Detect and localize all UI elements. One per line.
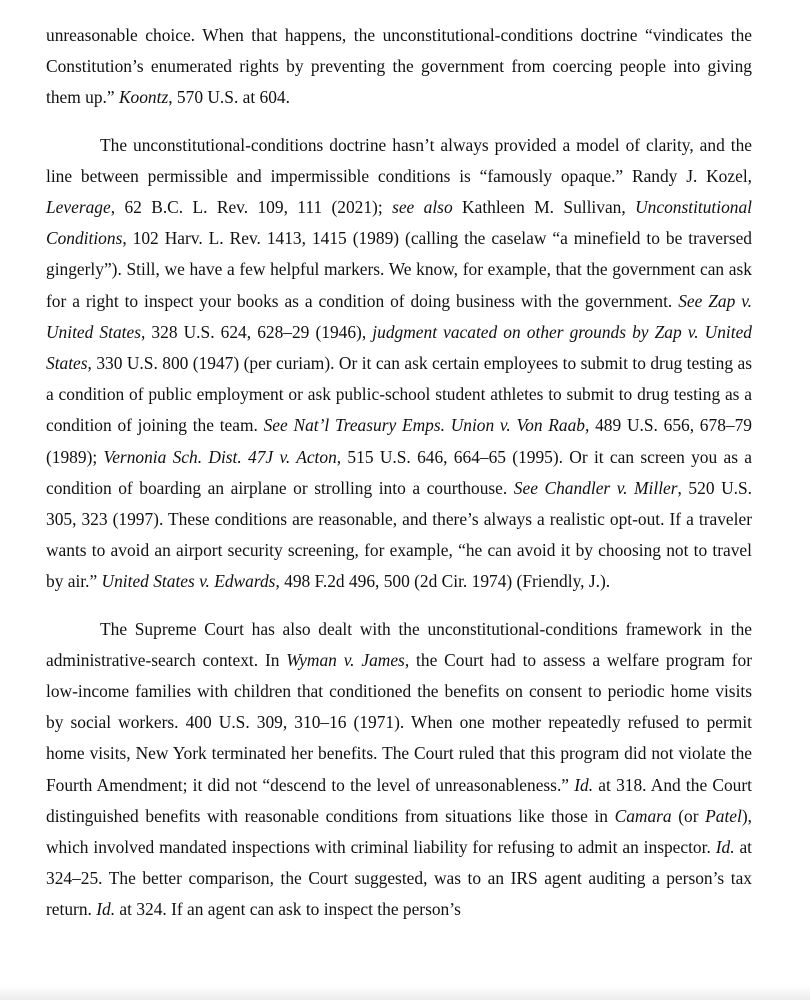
document-page xyxy=(46,20,752,926)
text-segment: The unconstitutional-conditions doctrine hasn’t always provided a model of clarity, and the line between permissible and impermissible conditions is “famously opaque.” Randy J. Kozel, xyxy=(46,134,752,186)
text-segment: The Supreme Court has also dealt with the unconstitutional-conditions framework in the administrative-search context. In xyxy=(46,618,752,670)
text-segment: at 318. And the Court distinguished benefits with reasonable conditions from situations like those in xyxy=(46,774,753,826)
text-segment: , 328 U.S. 624, 628–29 (1946), xyxy=(140,321,373,342)
italic-citation: See Chandler v. Miller xyxy=(513,477,678,498)
text-segment: at 324. If an agent can ask to inspect the person’s xyxy=(115,899,461,920)
text-segment: Kathleen M. Sullivan, xyxy=(452,197,636,218)
text-segment: (or xyxy=(671,805,706,826)
italic-citation: Vernonia Sch. Dist. 47J v. Acton xyxy=(103,446,337,467)
italic-citation: Unconstitutional Conditions xyxy=(46,197,753,249)
paragraph-1 xyxy=(46,20,752,114)
text-segment: ), which involved mandated inspections with criminal liability for refusing to admit an inspector. xyxy=(46,805,752,858)
text-segment: , 515 U.S. 646, 664–65 (1995). Or it can screen you as a condition of boarding an airplane or strolling into a courthouse. xyxy=(46,446,752,498)
text-segment: , 498 F.2d 496, 500 (2d Cir. 1974) (Friendly, J.). xyxy=(275,571,611,592)
italic-citation: Id. xyxy=(715,837,735,858)
text-segment: , 520 U.S. 305, 323 (1997). These conditions are reasonable, and there’s always a realistic opt-out. If a traveler wants to avoid an airport security screening, for example, “he can avoid it by choosing not to travel by air.” xyxy=(46,477,752,592)
page-bottom-edge xyxy=(0,986,810,1000)
italic-citation: Id. xyxy=(574,774,594,795)
text-segment: unreasonable choice. When that happens, the unconstitutional-conditions doctrine “vindicates the Constitution’s enumerated rights by preventing the government from coercing people into giving them up.” xyxy=(46,25,752,108)
italic-citation: Leverage xyxy=(46,197,111,218)
italic-citation: United States v. Edwards xyxy=(101,571,276,592)
paragraph-2 xyxy=(46,130,752,598)
text-segment: , 489 U.S. 656, 678–79 (1989); xyxy=(46,415,752,467)
italic-citation: Koontz xyxy=(118,87,169,108)
paragraph-3 xyxy=(46,614,752,926)
italic-citation: See Nat’l Treasury Emps. Union v. Von Raab xyxy=(263,415,585,436)
text-segment: at 324–25. The better comparison, the Court suggested, was to an IRS agent auditing a person’s tax return. xyxy=(46,837,752,920)
italic-citation: judgment vacated on other grounds by Zap v. United States xyxy=(46,321,752,374)
italic-citation: Wyman v. James xyxy=(286,649,405,670)
italic-citation: See Zap v. United States xyxy=(46,290,752,342)
text-segment: , 62 B.C. L. Rev. 109, 111 (2021); xyxy=(110,197,393,218)
italic-citation: Id. xyxy=(96,899,116,920)
italic-citation: see also xyxy=(392,197,453,218)
text-segment: , the Court had to assess a welfare program for low-income families with children that conditioned the benefits on consent to periodic home visits by social workers. 400 U.S. 309, 310–16 (1971). When one mother repeatedly refused to permit home visits, New York terminated her benefits. The Court ruled that this program did not violate the Fourth Amendment; it did not “descend to the level of unreasonableness.” xyxy=(46,649,752,795)
text-segment: , 102 Harv. L. Rev. 1413, 1415 (1989) (calling the caselaw “a minefield to be traversed gingerly”). Still, we have a few helpful markers. We know, for example, that the government can ask for a right to inspect your books as a condition of doing business with the government. xyxy=(46,228,752,311)
italic-citation: Patel xyxy=(705,805,742,826)
text-segment: , 570 U.S. at 604. xyxy=(168,87,290,108)
text-segment: , 330 U.S. 800 (1947) (per curiam). Or it can ask certain employees to submit to drug testing as a condition of public employment or ask public-school student athletes to submit to drug testing as a condition of joining the team. xyxy=(46,353,752,436)
italic-citation: Camara xyxy=(614,805,672,826)
